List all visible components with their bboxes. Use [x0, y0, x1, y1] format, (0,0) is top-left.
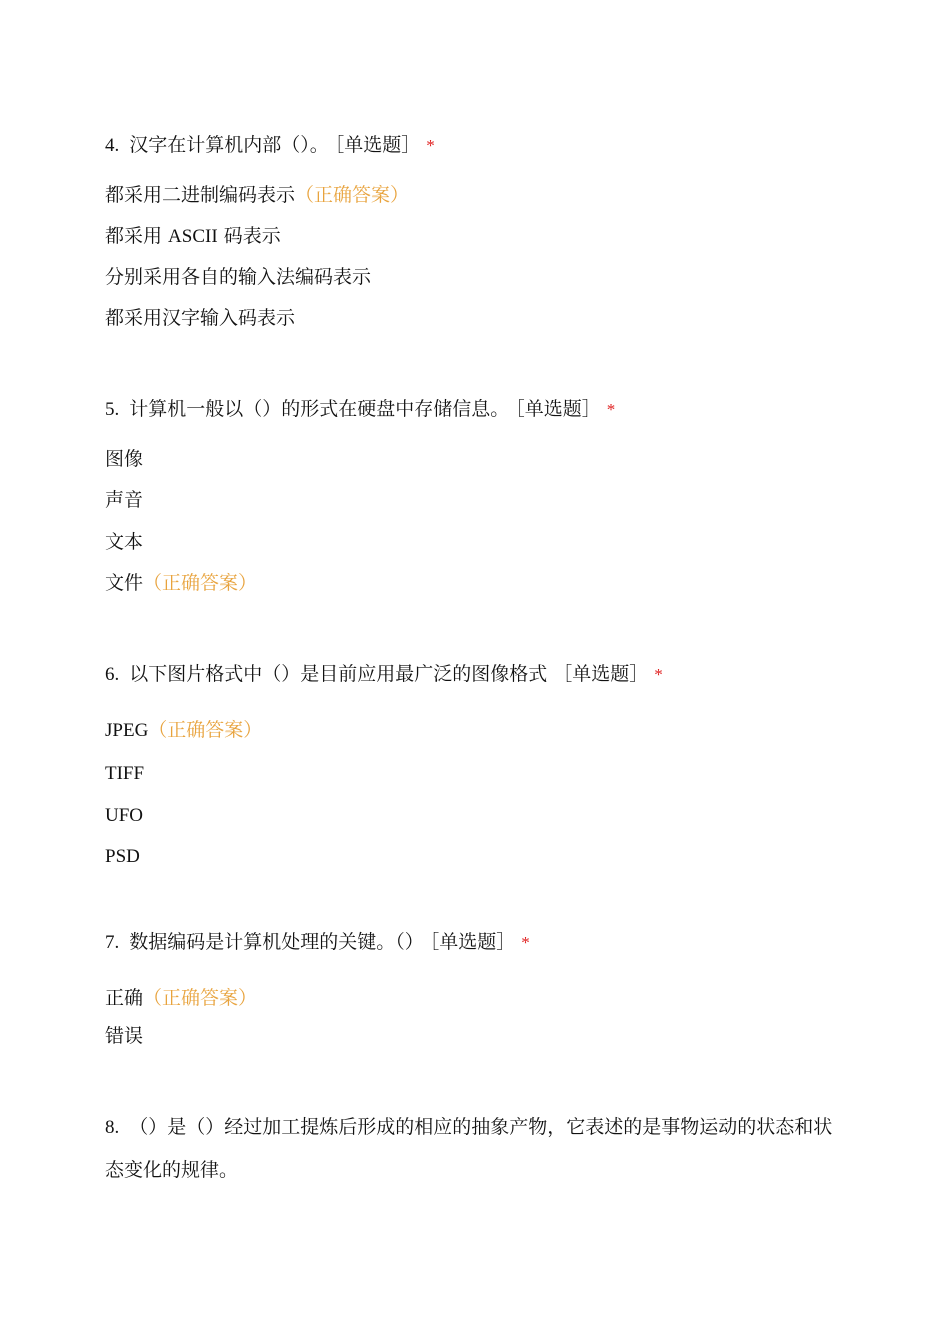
q7-option-2[interactable]	[105, 1022, 143, 1050]
question-text: 汉字在计算机内部（）。	[129, 134, 329, 156]
question-number: 8.	[105, 1117, 120, 1138]
option-text: JPEG	[105, 720, 149, 741]
option-text: TIFF	[105, 763, 145, 784]
q6-option-3[interactable]	[105, 801, 143, 830]
option-text: 错误	[105, 1025, 144, 1047]
q6-option-2[interactable]	[105, 759, 144, 788]
question-type: ［单选题］	[334, 134, 421, 156]
q5-option-4[interactable]	[105, 569, 257, 597]
option-text: 文本	[105, 531, 144, 553]
q5-option-1[interactable]	[105, 445, 143, 473]
option-text-suffix: 码表示	[217, 225, 281, 247]
question-type: ［单选题］	[553, 663, 649, 685]
q4-option-4[interactable]	[105, 304, 295, 332]
required-marker: *	[606, 400, 616, 419]
q4-option-2[interactable]	[105, 222, 281, 251]
q4-option-1[interactable]	[105, 181, 409, 209]
question-type: ［单选题］	[515, 398, 601, 420]
option-text: 图像	[105, 448, 144, 470]
correct-answer-label: （正确答案）	[295, 184, 410, 206]
option-text: UFO	[105, 805, 144, 826]
question-number: 6.	[105, 664, 120, 685]
question-type: ［单选题］	[429, 931, 516, 953]
q4-option-3[interactable]	[105, 263, 371, 291]
option-text: PSD	[105, 846, 140, 867]
correct-answer-label: （正确答案）	[143, 572, 258, 594]
q5-option-3[interactable]	[105, 528, 143, 556]
q7-option-1[interactable]	[105, 984, 257, 1012]
question-6-title	[105, 653, 850, 696]
option-text: 文件	[105, 572, 144, 594]
option-text: 都采用汉字输入码表示	[105, 307, 296, 329]
correct-answer-label: （正确答案）	[148, 719, 263, 741]
correct-answer-label: （正确答案）	[143, 987, 258, 1009]
question-number: 5.	[105, 399, 120, 420]
required-marker: *	[654, 665, 663, 684]
question-5-title	[105, 388, 850, 431]
question-number: 4.	[105, 135, 120, 156]
option-text: 正确	[105, 987, 144, 1009]
q6-option-1[interactable]	[105, 716, 262, 745]
option-text: 都采用	[105, 225, 169, 247]
required-marker: *	[426, 136, 435, 155]
question-text: （）是（）经过加工提炼后形成的相应的抽象产物，它表述的是事物运动的状态和状态变化的规律。	[105, 1116, 833, 1181]
option-text: 分别采用各自的输入法编码表示	[105, 266, 372, 288]
question-text: 以下图片格式中（）是目前应用最广泛的图像格式	[129, 663, 548, 685]
required-marker: *	[521, 933, 530, 952]
question-text: 数据编码是计算机处理的关键。（）	[129, 931, 424, 953]
question-number: 7.	[105, 932, 120, 953]
option-text: 都采用二进制编码表示	[105, 184, 296, 206]
question-8-title	[105, 1106, 850, 1191]
question-text: 计算机一般以（）的形式在硬盘中存储信息。	[129, 398, 510, 420]
question-4-title	[105, 124, 850, 167]
question-7-title	[105, 921, 850, 964]
q5-option-2[interactable]	[105, 486, 143, 514]
option-text: 声音	[105, 489, 144, 511]
q6-option-4[interactable]	[105, 842, 140, 871]
option-latin-text: ASCII	[168, 226, 218, 247]
